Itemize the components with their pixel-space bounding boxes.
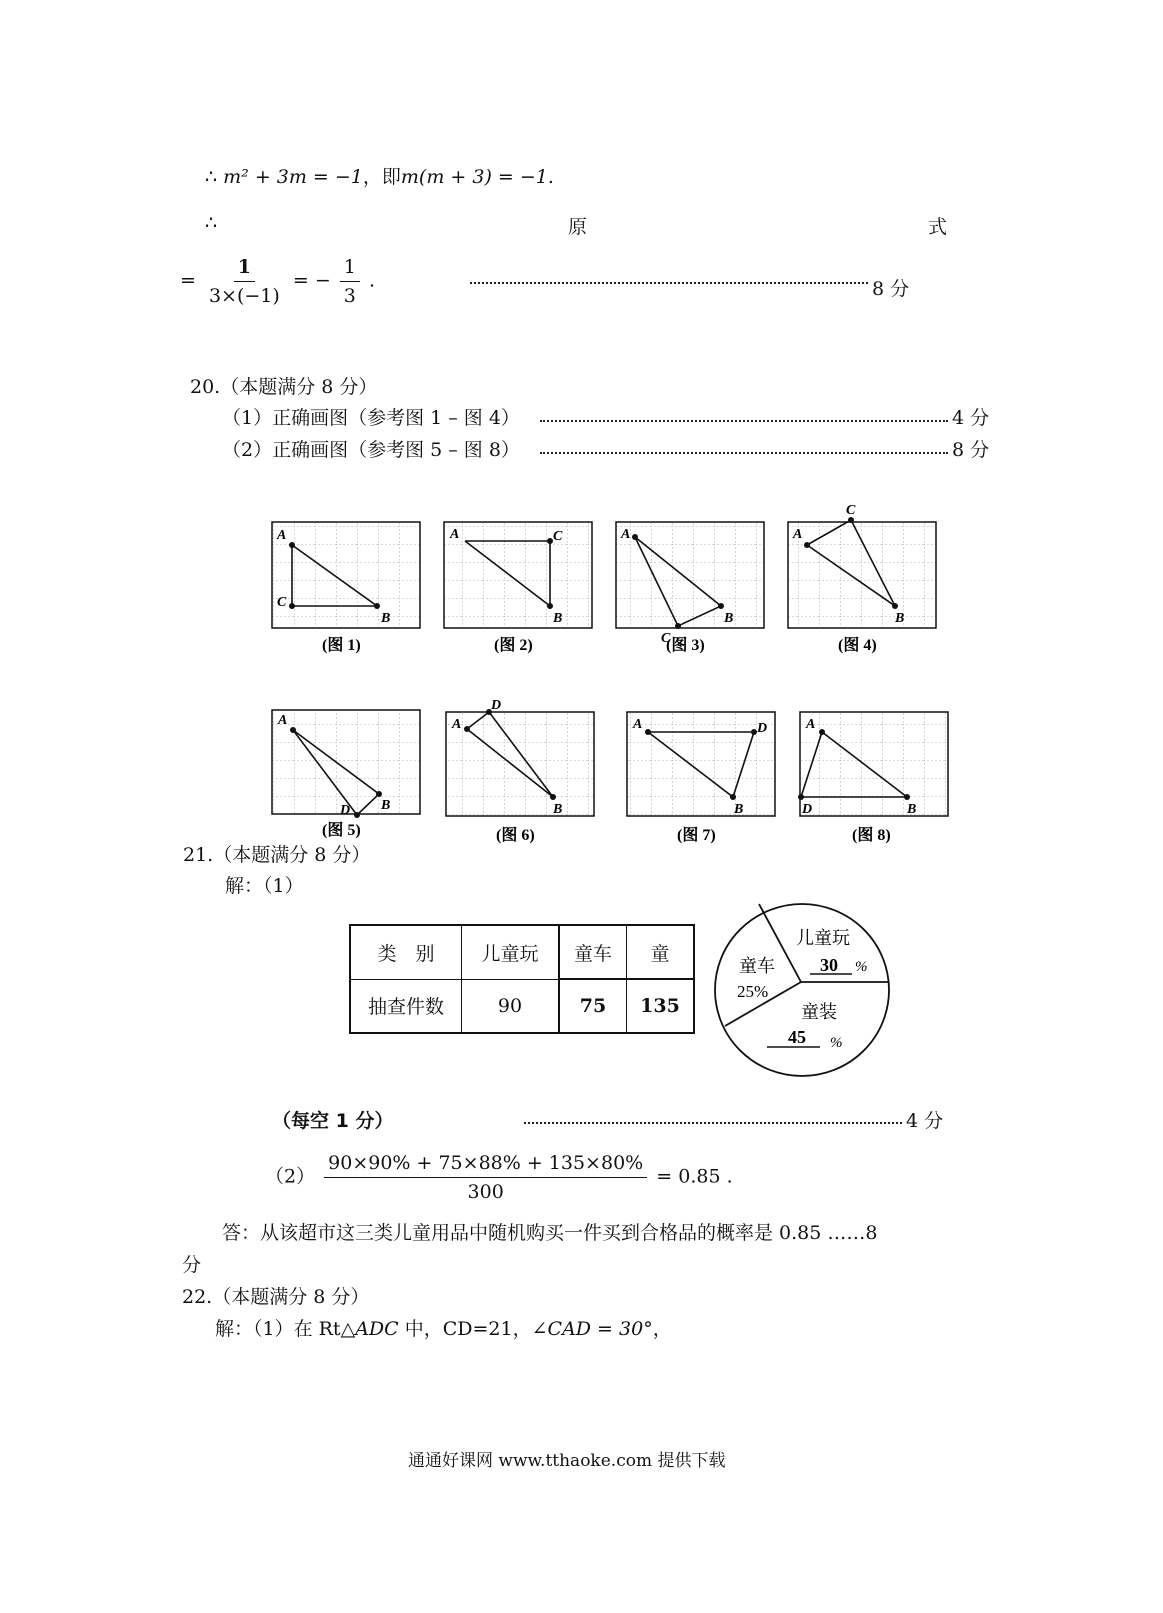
probability-fraction: $\frac{90\times 90\% + 75\times 88\% + 135\times 80\%}{300}$	[324, 1152, 647, 1203]
pie-unit-clothing: %	[830, 1035, 843, 1051]
fig5-label-b: B	[381, 798, 391, 813]
table-row	[350, 925, 694, 979]
pie-label-toys: 儿童玩	[796, 928, 850, 948]
table-header-cell: 童	[627, 925, 695, 979]
pie-label-strollers: 童车	[739, 956, 775, 976]
fig7-label-b: B	[734, 802, 744, 817]
table-header-cell: 类 别	[350, 925, 462, 979]
fig6-caption: (图 6)	[496, 827, 535, 844]
fig8-caption: (图 8)	[852, 827, 891, 844]
dotted-leader	[470, 282, 868, 284]
sol19-orig-b: 式	[928, 216, 948, 238]
q21-score1: 4 分	[906, 1110, 944, 1132]
figure-2	[444, 522, 592, 654]
fig2-label-c: C	[553, 529, 563, 544]
fig6-label-a: A	[452, 717, 462, 732]
figure-3	[616, 522, 764, 654]
figure-5	[272, 710, 420, 839]
figure-7	[627, 712, 775, 844]
q21-part1: 解：（1）	[225, 875, 304, 897]
fig1-label-a: A	[277, 528, 287, 543]
fig4-label-c: C	[846, 503, 856, 518]
q20-line2: （2）正确画图（参考图 5 – 图 8）	[222, 439, 520, 461]
footer-credit: 通通好课网 www.tthaoke.com 提供下载	[408, 1451, 726, 1471]
fig5-label-a: A	[278, 713, 288, 728]
table-cell: 135	[627, 979, 695, 1033]
q21-title: 21.（本题满分 8 分）	[183, 844, 371, 866]
fig4-label-a: A	[793, 527, 803, 542]
sol19-eq1: ∴ m² + 3m = −1，即m(m + 3) = −1.	[205, 166, 554, 188]
score-label: 8 分	[872, 278, 910, 300]
sol19-therefore: ∴	[205, 212, 218, 234]
fig8-label-a: A	[806, 717, 816, 732]
each-blank-note: （每空 1 分）	[272, 1110, 394, 1132]
fig7-label-d: D	[757, 721, 768, 736]
fig2-label-b: B	[553, 611, 563, 626]
dotted-leader	[524, 1122, 902, 1124]
fig7-caption: (图 7)	[677, 827, 716, 844]
pie-value-toys: 30	[820, 955, 838, 975]
pie-unit-toys: %	[855, 959, 868, 975]
table-header-cell: 儿童玩	[462, 925, 560, 979]
fig8-label-b: B	[907, 802, 917, 817]
fig5-label-d: D	[340, 803, 351, 818]
q21-part2: （2） $\frac{90\times 90\% + 75\times 88\% + 135\times 80\%}{300}$ = 0.85 .	[265, 1152, 733, 1203]
pie-value-strollers: 25%	[737, 982, 769, 1001]
q21-answer-cont: 分	[182, 1254, 202, 1276]
sol19-orig-a: 原	[568, 216, 588, 238]
figure-1	[272, 522, 420, 654]
sample-count-table	[349, 924, 695, 1034]
fig3-label-b: B	[724, 611, 734, 626]
q20-score2: 8 分	[952, 439, 990, 461]
fig3-label-c: C	[661, 631, 671, 646]
dotted-leader	[540, 420, 948, 422]
table-cell: 75	[559, 979, 627, 1033]
q21-answer: 答：从该超市这三类儿童用品中随机购买一件买到合格品的概率是 0.85 ……8	[222, 1222, 878, 1244]
fig8-label-d: D	[802, 802, 813, 817]
figure-6	[446, 698, 594, 844]
q20-score1: 4 分	[952, 407, 990, 429]
fig4-label-b: B	[895, 611, 905, 626]
fig3-caption: (图 3)	[666, 637, 705, 654]
table-header-cell: 童车	[559, 925, 627, 979]
fig1-label-b: B	[381, 611, 391, 626]
category-pie	[712, 902, 897, 1080]
dotted-leader	[540, 452, 948, 454]
fig2-caption: (图 2)	[494, 637, 533, 654]
fig1-caption: (图 1)	[322, 637, 361, 654]
fig7-label-a: A	[633, 717, 643, 732]
pie-label-clothing: 童装	[801, 1002, 837, 1022]
figure-8	[798, 712, 948, 844]
table-row	[350, 979, 694, 1033]
fig5-caption: (图 5)	[322, 822, 361, 839]
q20-line1: （1）正确画图（参考图 1 – 图 4）	[222, 407, 520, 429]
table-cell: 抽查件数	[350, 979, 462, 1033]
pie-value-clothing: 45	[788, 1027, 806, 1047]
q22-title: 22.（本题满分 8 分）	[182, 1286, 370, 1308]
grid-figures	[0, 490, 1163, 860]
table-cell: 90	[462, 979, 560, 1033]
fig4-caption: (图 4)	[838, 637, 877, 654]
sol19-eq2: = $\frac{1}{3\times(-1)}$ = − $\frac{1}{3}$ .	[180, 256, 375, 307]
fraction-one-third-neg: $\frac{1}{3\times(-1)}$	[208, 256, 280, 307]
fraction-one-third: $\frac{1}{3}$	[340, 256, 360, 307]
fig6-label-d: D	[491, 698, 502, 713]
q20-title: 20.（本题满分 8 分）	[190, 376, 378, 398]
fig2-label-a: A	[450, 527, 460, 542]
q22-line1: 解：（1）在 Rt△ADC 中，CD=21，∠CAD = 30°，	[215, 1318, 672, 1340]
fig6-label-b: B	[553, 802, 563, 817]
figure-4	[788, 503, 936, 654]
fig3-label-a: A	[621, 527, 631, 542]
fig1-label-c: C	[277, 595, 287, 610]
